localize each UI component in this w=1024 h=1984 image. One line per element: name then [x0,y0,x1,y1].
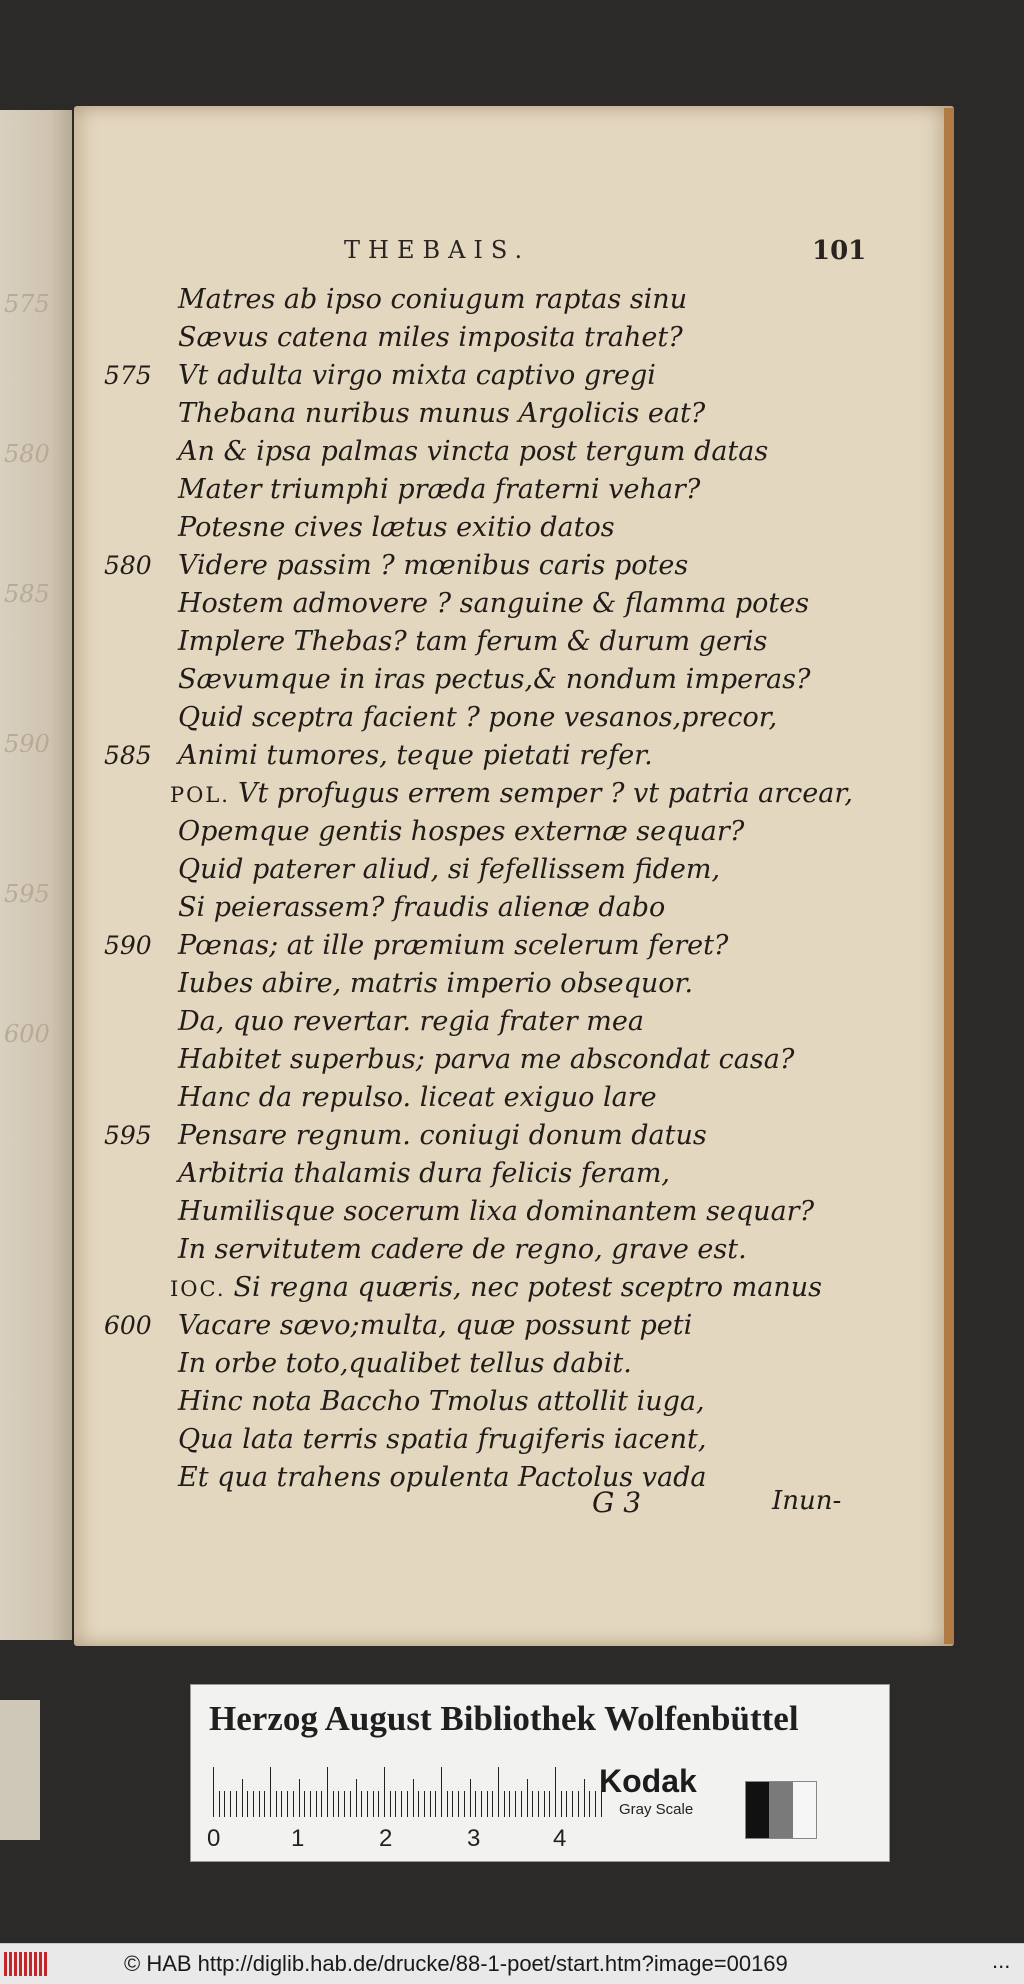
ruler-tick [367,1791,368,1817]
line-text [170,1421,706,1460]
left-page-line-number: 595 [4,880,50,908]
page-number: 101 [812,236,867,266]
verse-text-span: Et qua trahens opulenta Pactolus vada [178,1462,707,1493]
ruler-tick [373,1791,374,1817]
line-number: 575 [104,361,152,390]
verse-line [74,623,954,661]
copyright-link[interactable]: © HAB http://diglib.hab.de/drucke/88-1-poet/start.htm?image=00169 [124,1951,788,1976]
ruler-tick [487,1791,488,1817]
verse-text-span: Quid sceptra facient ? pone vesanos,precor, [178,702,778,733]
verse-text-span: In servitutem cadere de regno, grave est. [178,1234,747,1265]
ruler-tick [481,1791,482,1817]
ruler-tick [521,1791,522,1817]
ruler-tick [390,1791,391,1817]
ruler-tick [264,1791,265,1817]
ruler-tick [213,1767,214,1817]
verse-line [74,471,954,509]
verse-line [74,699,954,737]
line-text [170,1041,794,1080]
ruler-tick [595,1791,596,1817]
ruler-tick [458,1791,459,1817]
ruler-tick [452,1791,453,1817]
verse-line [74,1193,954,1231]
running-title: THEBAIS. [344,236,531,264]
ruler-tick [566,1791,567,1817]
ruler-tick [384,1767,385,1817]
line-text [170,281,687,320]
ruler-tick [475,1791,476,1817]
left-page-line-number: 600 [4,1020,50,1048]
left-page-line-number: 575 [4,290,50,318]
speaker-label: IOC. [170,1277,226,1301]
ruler-tick [327,1767,328,1817]
line-text [170,927,728,966]
left-page-line-number: 585 [4,580,50,608]
footer-bar [0,1943,1024,1984]
ruler-number: 2 [379,1825,393,1852]
ruler-tick [504,1791,505,1817]
line-number: 600 [104,1311,152,1340]
hab-logo-icon [4,1952,48,1976]
ruler-tick [418,1791,419,1817]
ruler-tick [338,1791,339,1817]
ruler-tick [395,1791,396,1817]
ruler-tick [435,1791,436,1817]
verse-line [74,433,954,471]
ruler-tick [293,1791,294,1817]
ruler-tick [424,1791,425,1817]
ruler-tick [236,1791,237,1817]
verse-line [74,889,954,927]
ruler-tick [492,1791,493,1817]
line-text [170,1231,747,1270]
line-number: 580 [104,551,152,580]
verse-line [74,775,954,813]
verse-line [74,851,954,889]
line-text [170,1193,814,1232]
verse-text-span: Da, quo revertar. regia frater mea [178,1006,644,1037]
ruler-tick [544,1791,545,1817]
ruler-tick [584,1779,585,1817]
page-edge [944,108,954,1644]
verse-text-span: Mater triumphi præda fraterni vehar? [178,474,701,505]
line-number: 595 [104,1121,152,1150]
ruler-tick [361,1791,362,1817]
verse-line [74,585,954,623]
line-text [170,357,656,396]
ruler-tick [310,1791,311,1817]
running-head [74,236,954,276]
left-page-line-number: 580 [4,440,50,468]
verse-text-span: Qua lata terris spatia frugiferis iacent, [178,1424,707,1455]
line-text [170,1345,632,1384]
verse-line [74,319,954,357]
line-text [170,585,809,624]
ruler-tick [299,1779,300,1817]
ruler-number: 3 [467,1825,481,1852]
ruler-tick [287,1791,288,1817]
ruler-tick [321,1791,322,1817]
line-text [170,813,744,852]
ruler-tick [578,1791,579,1817]
verse-line [74,1269,954,1307]
verse-line [74,927,954,965]
verse-text-span: An & ipsa palmas vincta post tergum datas [178,436,769,467]
verse-line [74,1345,954,1383]
verse-text-span: In orbe toto,qualibet tellus dabit. [178,1348,632,1379]
verse-text-span: Videre passim ? mœnibus caris potes [178,550,689,581]
verse-text-span: Potesne cives lætus exitio datos [178,512,615,543]
verse-line [74,1041,954,1079]
line-text [170,1079,657,1118]
line-text [170,1383,705,1422]
ruler-tick [538,1791,539,1817]
line-text [170,889,665,928]
verse-text-span: Habitet superbus; parva me abscondat casa? [178,1044,795,1075]
verse-text-span: Vt adulta virgo mixta captivo gregi [178,360,656,391]
verse-line [74,1117,954,1155]
verse-line [74,281,954,319]
ruler-tick [356,1779,357,1817]
ruler-number: 4 [553,1825,567,1852]
gray-swatches [745,1781,817,1839]
line-text [170,1155,670,1194]
line-text [170,661,810,700]
ruler-tick [304,1791,305,1817]
verse-text-span: Opemque gentis hospes externæ sequar? [178,816,745,847]
line-text [170,851,720,890]
line-text [170,1269,822,1308]
verse-text-span: Implere Thebas? tam ferum & durum geris [178,626,768,657]
speaker-label: POL. [170,783,230,807]
ruler-tick [378,1791,379,1817]
ruler-tick [555,1767,556,1817]
verse-text-span: Sævumque in iras pectus,& nondum imperas? [178,664,811,695]
verse-text-span: Matres ab ipso coniugum raptas sinu [178,284,688,315]
book-page [74,106,954,1646]
ruler-tick [242,1779,243,1817]
ruler-tick [407,1791,408,1817]
ruler-tick [532,1791,533,1817]
ruler-tick [247,1791,248,1817]
ruler-tick [572,1791,573,1817]
ruler-tick [316,1791,317,1817]
line-number: 590 [104,931,152,960]
verse-line [74,737,954,775]
line-text [170,319,683,358]
ruler-tick [549,1791,550,1817]
verse-line [74,965,954,1003]
line-text [170,1003,644,1042]
ruler-number: 1 [291,1825,305,1852]
verse-text-span: Hanc da repulso. liceat exiguo lare [178,1082,657,1113]
line-text [170,433,768,472]
line-text [170,547,688,586]
verse-text-span: Quid paterer aliud, si fefellissem fidem, [178,854,721,885]
verse-line [74,395,954,433]
ruler-tick [413,1779,414,1817]
ruler-tick [515,1791,516,1817]
line-text [170,471,700,510]
ruler-tick [276,1791,277,1817]
catchword: Inun- [772,1486,842,1516]
ruler-tick [230,1791,231,1817]
verse-text-span: Vt profugus errem semper ? vt patria arcear, [237,778,853,809]
swatch-black [746,1782,769,1838]
line-text [170,699,777,738]
ruler-tick [344,1791,345,1817]
verse-text-span: Si peierassem? fraudis alienæ dabo [178,892,666,923]
verse-text-span: Sævus catena miles imposita trahet? [178,322,683,353]
verse-text-span: Pœnas; at ille præmium scelerum feret? [178,930,729,961]
verse-line [74,1307,954,1345]
verse-line [74,1231,954,1269]
ruler-tick [470,1779,471,1817]
line-number: 585 [104,741,152,770]
ruler-tick [253,1791,254,1817]
ruler-tick [441,1767,442,1817]
ruler-tick [589,1791,590,1817]
verse-line [74,1155,954,1193]
line-text [170,775,853,814]
ruler-tick [350,1791,351,1817]
line-text [170,965,693,1004]
left-page-edge [0,110,72,1640]
ruler-tick [498,1767,499,1817]
line-text [170,623,767,662]
ruler-tick [509,1791,510,1817]
swatch-white [793,1782,816,1838]
line-text [170,395,705,434]
left-page-line-number: 590 [4,730,50,758]
ruler-tick [401,1791,402,1817]
verse-line [74,1003,954,1041]
ruler-tick [527,1779,528,1817]
more-menu-icon[interactable]: ... [992,1948,1011,1973]
verse-line [74,661,954,699]
line-text [170,509,615,548]
color-scale-card [190,1684,890,1862]
verse-text [74,281,954,1497]
ruler-tick [447,1791,448,1817]
ruler-tick [333,1791,334,1817]
left-page-corner [0,1700,40,1840]
verse-text-span: Si regna quæris, nec potest sceptro manus [233,1272,822,1303]
verse-text-span: Hostem admovere ? sanguine & flamma potes [178,588,810,619]
verse-line [74,357,954,395]
verse-line [74,813,954,851]
kodak-logo: Kodak [599,1763,697,1799]
ruler-tick [430,1791,431,1817]
verse-text-span: Hinc nota Baccho Tmolus attollit iuga, [178,1386,705,1417]
ruler-tick [281,1791,282,1817]
ruler-tick [259,1791,260,1817]
signature-mark: G 3 [592,1486,642,1519]
ruler-number: 0 [207,1825,221,1852]
verse-line [74,1079,954,1117]
verse-text-span: Humilisque socerum lixa dominantem sequar? [178,1196,815,1227]
swatch-gray [769,1782,792,1838]
ruler-tick [270,1767,271,1817]
line-text [170,1117,707,1156]
verse-text-span: Vacare sævo;multa, quæ possunt peti [178,1310,693,1341]
gray-scale-label: Gray Scale [619,1801,694,1818]
library-title: Herzog August Bibliothek Wolfenbüttel [209,1699,799,1738]
ruler-tick [219,1791,220,1817]
ruler-tick [464,1791,465,1817]
verse-line [74,547,954,585]
verse-text-span: Pensare regnum. coniugi donum datus [178,1120,707,1151]
line-text [170,1307,692,1346]
verse-line [74,1383,954,1421]
line-text [170,737,653,776]
verse-text-span: Animi tumores, teque pietati refer. [178,740,653,771]
ruler-tick [561,1791,562,1817]
verse-line [74,509,954,547]
verse-text-span: Iubes abire, matris imperio obsequor. [178,968,694,999]
verse-text-span: Thebana nuribus munus Argolicis eat? [178,398,706,429]
verse-text-span: Arbitria thalamis dura felicis feram, [178,1158,670,1189]
ruler-tick [224,1791,225,1817]
verse-line [74,1421,954,1459]
